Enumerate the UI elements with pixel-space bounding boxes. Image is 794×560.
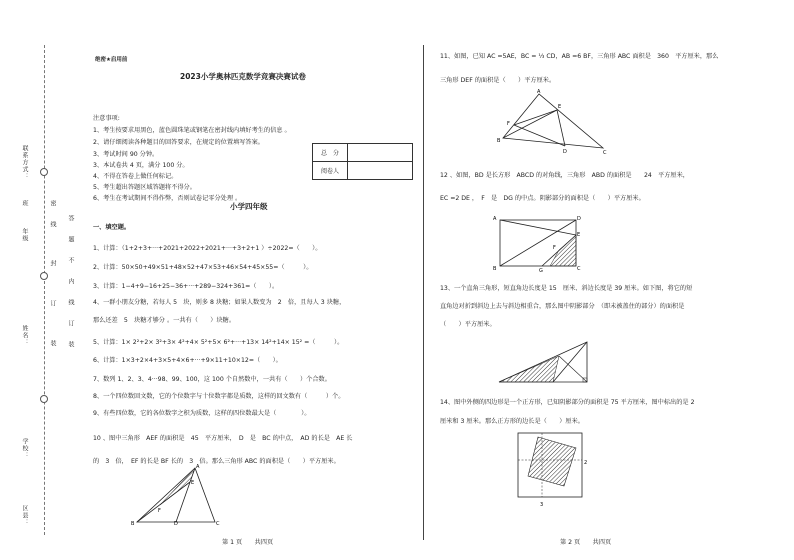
question-6: 6、计算：1×3+2×4+3×5+4×6+···+9×11+10×12=（ ）。 [93,357,282,364]
question-5: 5、计算：1× 2²+2× 3²+3× 4²+4× 5²+5× 6²+···+13× 14²+14× 15² =（ ）。 [93,339,344,346]
question-8: 8、一个四位数回文数，它的个位数字与十位数字都是质数，这样的回文数有（ ）个。 [93,393,345,400]
q10-label: E [191,480,195,486]
question-14: 14、图中外侧的四边形是一个正方形，已知阴影部分的面积是 75 平方厘米，图中标出的是 2 [440,399,695,406]
grade-title: 小学四年级 [230,202,268,211]
exam-title: 2023小学奥林匹克数学竞赛决赛试卷 [180,72,306,81]
q12-label: D [577,216,581,222]
q11-label: E [558,104,562,110]
secret-label: 绝密★启用前 [95,57,128,63]
q12-label: B [493,266,497,272]
page-number-left: 第 1 页 共四页 [222,539,274,546]
q10-triangle-figure [130,462,222,526]
q13-right-triangle-figure [495,338,592,386]
q10-label: F [158,508,161,514]
q12-rectangle-figure [490,212,585,272]
name-label: 姓名： [21,325,28,346]
question-12-cont: EC =2 DE ， F 是 DG 的中点。阴影部分的面积是（ ）平方厘米。 [440,195,645,202]
contact-label: 联系方式： [21,145,28,180]
q11-label: C [603,150,607,156]
page-divider [423,45,424,540]
q12-label: G [539,268,543,272]
total-score-cell[interactable] [348,144,413,162]
q10-label: B [131,521,135,526]
question-13: 13、一个直角三角形，短直角边长度是 15 厘米、斜边长度是 39 厘米。如下图，将它的短 [440,285,693,292]
seal-text: 装 [49,340,56,347]
q14-square-figure [512,430,592,510]
question-10-cont: 的 3 倍， EF 的长是 BF 长的 3 倍。那么三角形 ABC 的面积是（ ）平方厘米。 [93,458,340,465]
q12-label: C [577,266,581,272]
binding-hole [40,168,48,176]
notice-item: 3、考试时间 90 分钟。 [93,151,159,158]
question-2: 2、计算：50×50+49×51+48×52+47×53+46×54+45×55=（ ）。 [93,264,313,271]
page-number-right: 第 2 页 共四页 [560,539,612,546]
notice-item: 5、考生超出答题区域答题将不得分。 [93,184,196,191]
question-14-cont: 厘米和 3 厘米。那么正方形的边长是（ ）厘米。 [440,418,584,425]
notice-item: 2、请仔细阅读各种题目的回答要求，在规定的位置填写答案。 [93,139,264,146]
q10-label: A [196,464,200,470]
class-label: 班 [21,200,28,207]
section-title: 一、填空题。 [93,224,131,231]
question-13-cont: （ ）平方厘米。 [440,321,496,328]
q11-label: B [497,138,501,144]
notice-item: 3、本试卷共 4 页，满分 100 分。 [93,162,189,169]
score-table [312,143,413,180]
seal-text: 封 [49,260,56,267]
question-3: 3、计算：1−4+9−16+25−36+···+289−324+361=（ ）。 [93,283,279,290]
q10-label: C [216,521,220,526]
q14-label: 2 [584,460,588,466]
question-4-cont: 那么还差 5 块糖才够分 。一共有（ ）块糖。 [93,317,236,324]
q10-label: D [174,521,178,526]
school-label: 学校： [21,438,28,459]
question-1: 1、计算：（1+2+3+···+2021+2022+2021+···+3+2+1 ）÷2022=（ ）。 [93,245,322,252]
notice-item: 6、考生在考试期间不得作弊，否则试卷记零分处理 。 [93,195,242,202]
binding-hole [40,395,48,403]
notice-title: 注意事项: [93,115,120,122]
binding-dashed-line [44,45,53,535]
total-score-label: 总 分 [313,144,348,162]
question-7: 7、数列 1、2、3、4···98、99、100，这 100 个自然数中，一共有（ ）个合数。 [93,376,331,383]
grade-label: 年级 [21,228,28,242]
q11-label: A [537,89,541,95]
q12-label: F [553,245,556,251]
no-answer-zone-text: 答 题 不 内 线 订 装 [67,215,74,348]
district-label: 区县： [21,505,28,526]
notice-item: 4、不得在答卷上做任何标记。 [93,173,178,180]
seal-text: 订 [49,300,56,307]
q14-label: 3 [540,502,544,508]
q12-label: A [493,216,497,222]
question-4: 4、一群小朋友分糖，若每人 5 块，则多 8 块糖；如果人数变为 2 倍，且每人 3 块糖， [93,299,346,306]
q11-label: F [507,121,510,127]
question-13-cont: 直角边对折到斜边上去与斜边相重合，那么图中阴影部分 （即未被盖住的部分）的面积是 [440,303,685,310]
grader-label: 阅卷人 [313,162,348,180]
q12-label: E [577,232,581,238]
binding-hole [40,272,48,280]
question-11-cont: 三角形 DEF 的面积是（ ）平方厘米。 [440,77,556,84]
grader-cell[interactable] [348,162,413,180]
question-9: 9、有些四位数，它的各位数字之积为质数，这样的四位数最大是（ ）。 [93,410,311,417]
question-10: 10 、图中三角形 AEF 的面积是 45 平方厘米， D 是 BC 的中点， AD 的长是 AE 长 [93,435,353,442]
notice-item: 1、考生按要求用黑色，蓝色圆珠笔或钢笔在密封线内填好考生的信息 。 [93,127,291,134]
q11-label: D [563,149,567,155]
seal-text: 密 线 [49,200,56,228]
q11-triangle-figure [495,88,610,156]
question-12: 12 、如图，BD 是长方形 ABCD 的对角线，三角形 ABD 的面积是 24 平方厘米， [440,172,689,179]
question-11: 11、如图，已知 AC =5AE，BC = ⅓ CD，AB =6 BF，三角形 ABC 面积是 360 平方厘米，那么 [440,53,719,60]
